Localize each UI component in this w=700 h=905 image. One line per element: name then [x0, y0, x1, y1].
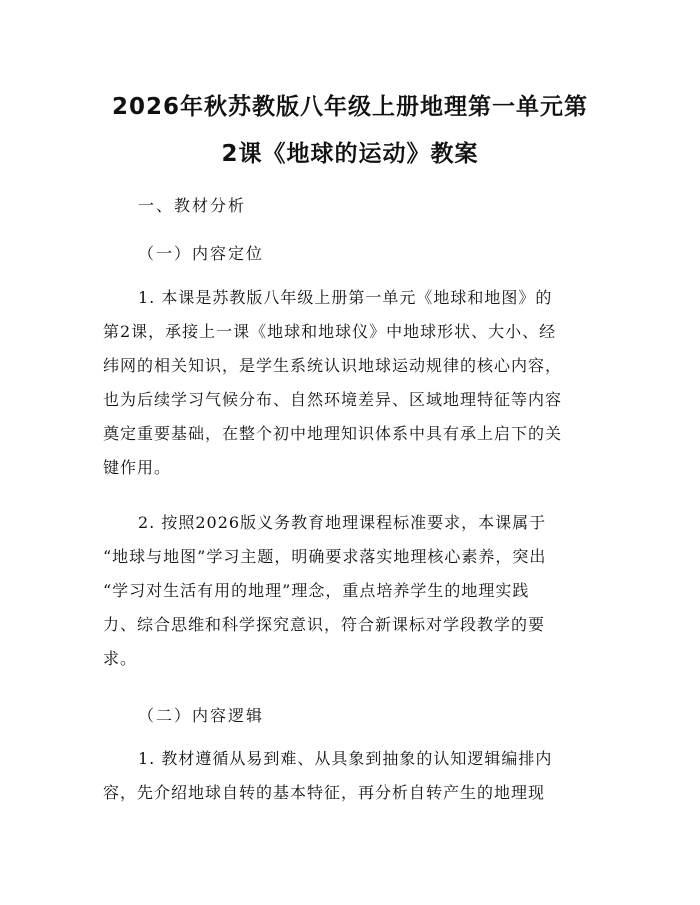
document-title-line-1: 2026年秋苏教版八年级上册地理第一单元第 [111, 94, 588, 120]
document-title-line-2: 2课《地球的运动》教案 [221, 141, 479, 167]
paragraph-1-line: 纬网的相关知识，是学生系统认识地球运动规律的核心内容， [103, 356, 563, 375]
paragraph-3-line: 1. 教材遵循从易到难、从具象到抽象的认知逻辑编排内 [138, 749, 553, 768]
paragraph-2-line: 2. 按照2026版义务教育地理课程标准要求，本课属于 [138, 513, 547, 532]
paragraph-1-line: 第2课，承接上一课《地球和地球仪》中地球形状、大小、经 [103, 322, 557, 341]
paragraph-3-line: 容，先介绍地球自转的基本特征，再分析自转产生的地理现 [103, 783, 546, 802]
paragraph-1-line: 1. 本课是苏教版八年级上册第一单元《地球和地图》的 [138, 288, 553, 307]
paragraph-1-line: 键作用。 [103, 458, 172, 477]
section-heading-textbook-analysis: 一、教材分析 [138, 196, 247, 215]
paragraph-2-line: 力、综合思维和科学探究意识，符合新课标对学段教学的要 [103, 615, 546, 634]
paragraph-2 [103, 506, 603, 676]
paragraph-1-line: 也为后续学习气候分布、自然环境差异、区域地理特征等内容 [103, 390, 563, 409]
paragraph-2-line: “地球与地图”学习主题，明确要求落实地理核心素养，突出 [103, 547, 547, 566]
paragraph-2-line: 求。 [103, 649, 138, 668]
subsection-heading-content-logic: （二）内容逻辑 [138, 706, 265, 725]
subsection-heading-content-positioning: （一）内容定位 [138, 244, 265, 263]
paragraph-2-line: “学习对生活有用的地理”理念，重点培养学生的地理实践 [103, 581, 530, 600]
paragraph-1-line: 奠定重要基础，在整个初中地理知识体系中具有承上启下的关 [103, 424, 563, 443]
paragraph-1 [103, 281, 603, 485]
paragraph-3 [103, 742, 603, 810]
